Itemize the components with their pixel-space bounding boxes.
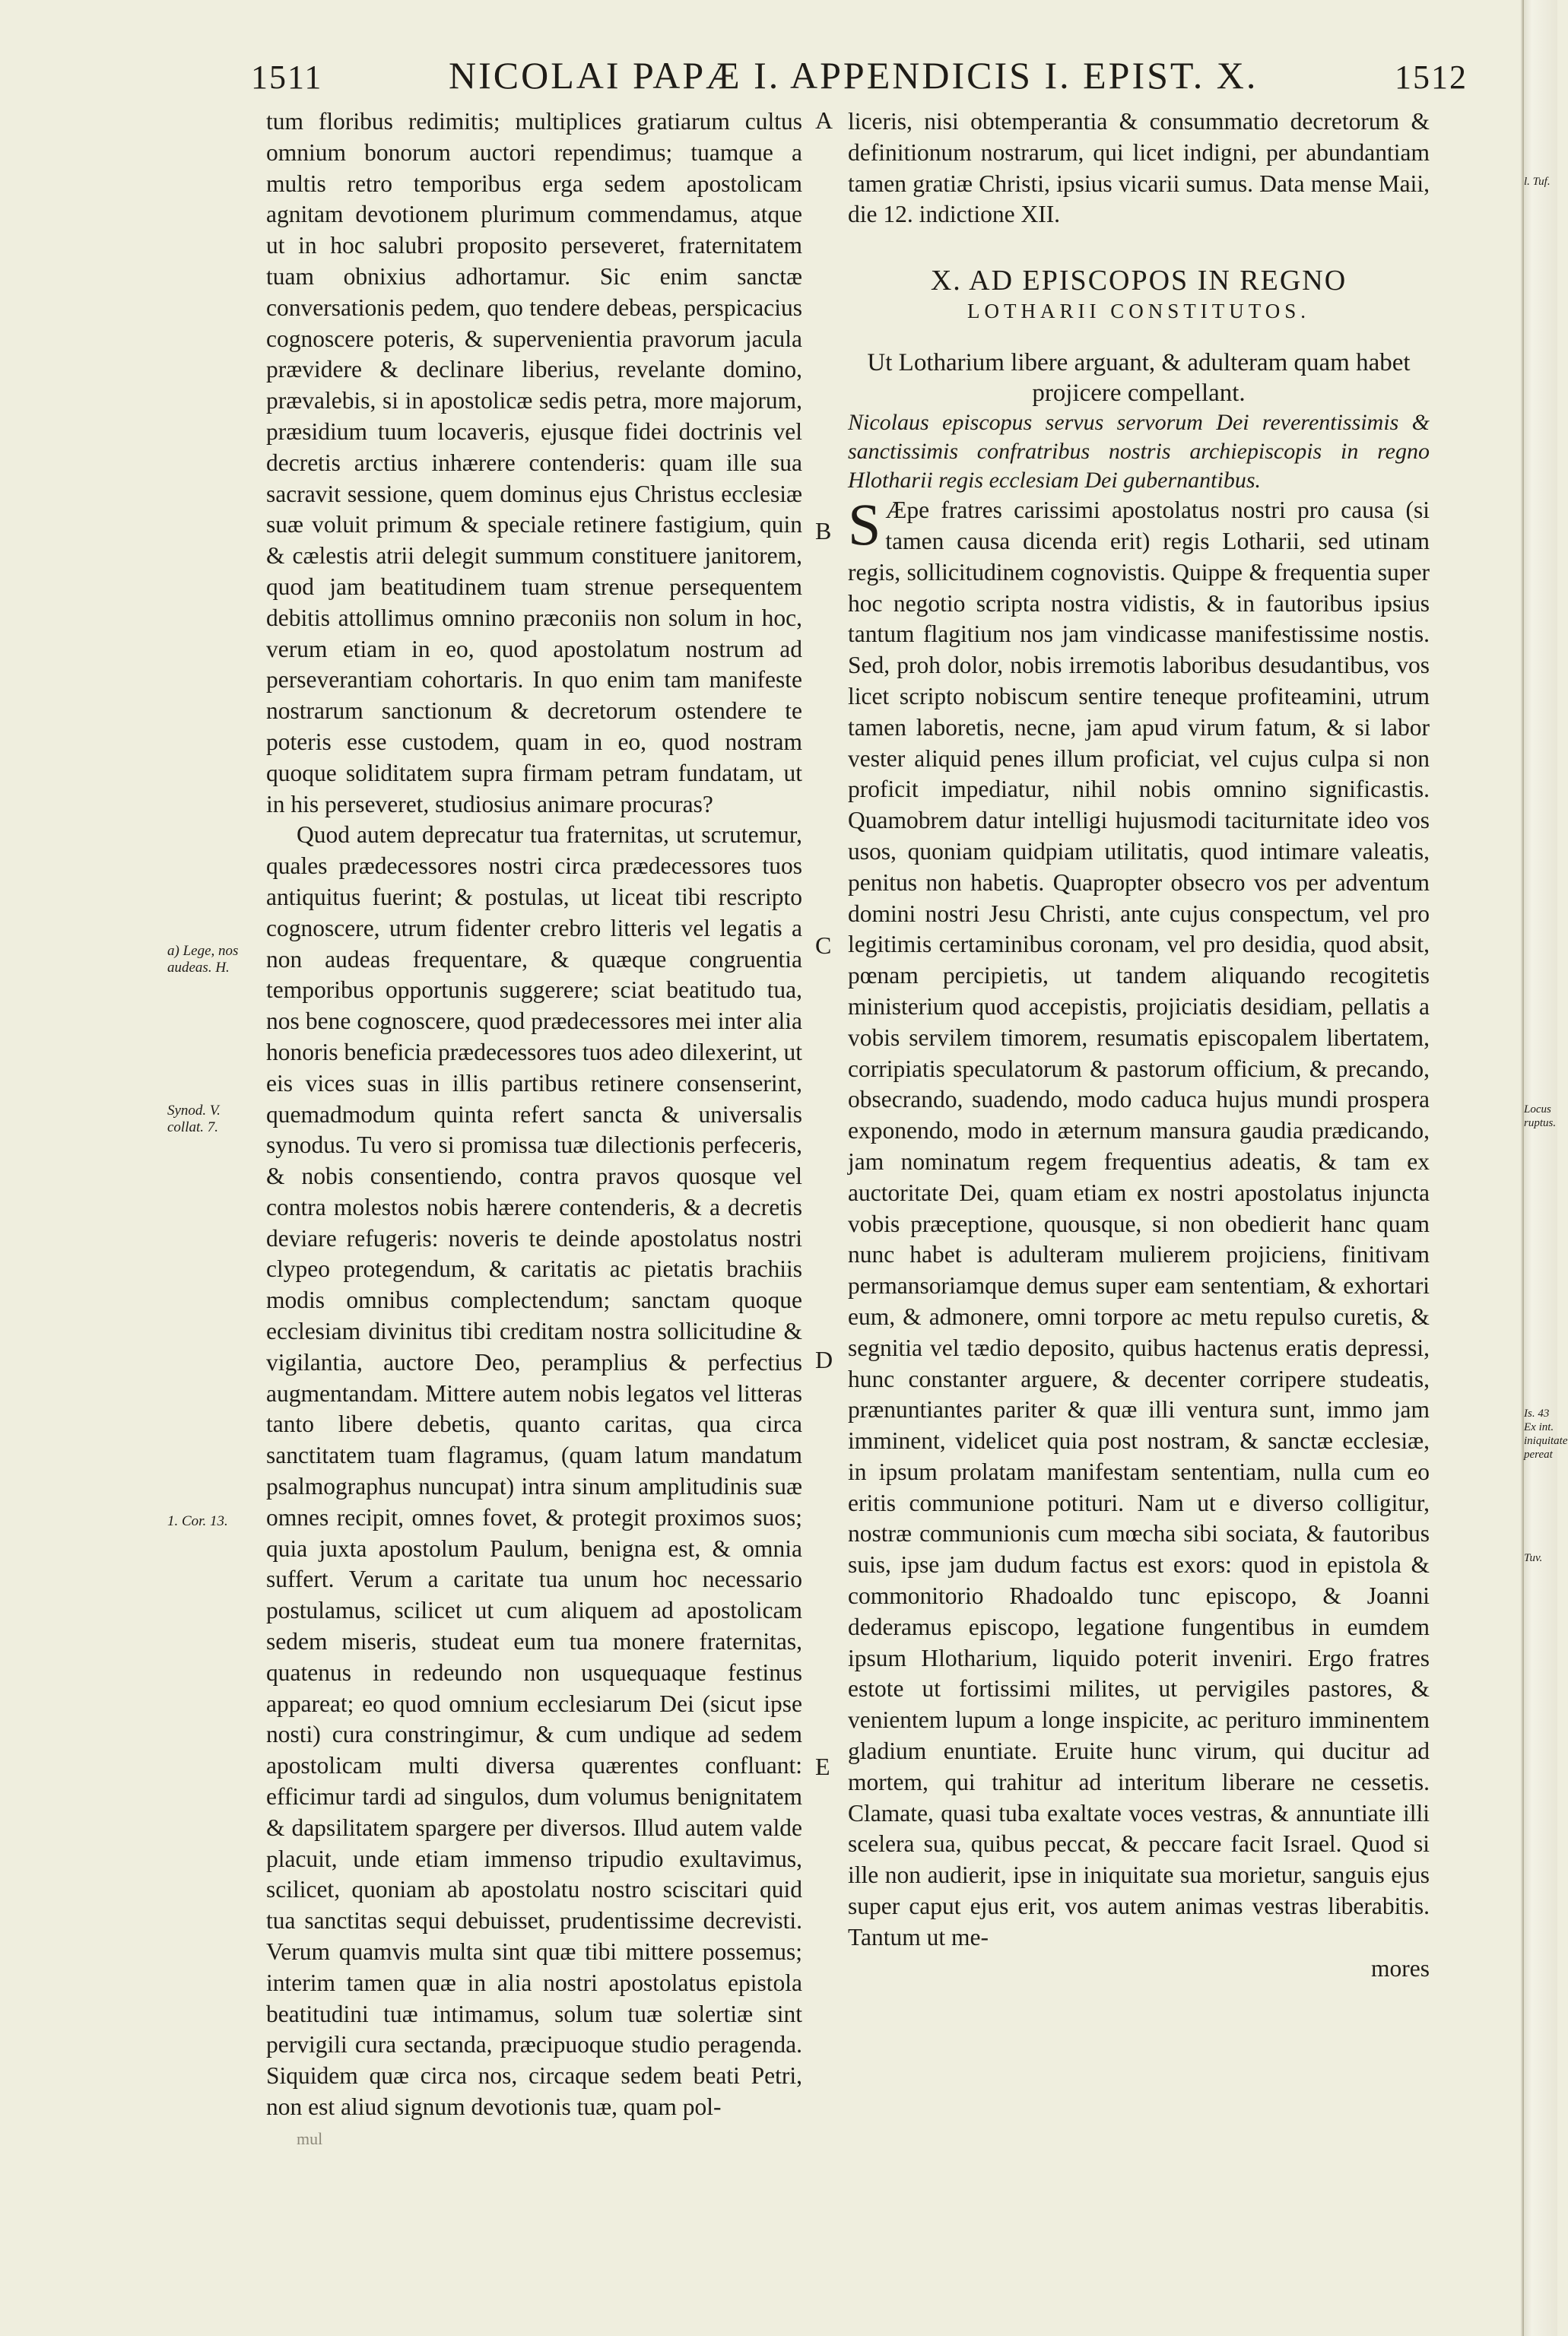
left-column (266, 106, 802, 2123)
edge-fragment: Tuv. (1524, 1552, 1543, 1564)
margin-letter-d: D (815, 1346, 833, 1373)
margin-letter-c: C (815, 932, 832, 959)
margin-letter-b: B (815, 517, 832, 544)
letter-summary: Ut Lotharium libere arguant, & adulteram quam habet projicere compellant. (867, 349, 1411, 408)
page-number-left: 1511 (251, 59, 323, 96)
margin-note: a) Lege, nos audeas. H. (167, 943, 239, 976)
letter-salutation: Nicolaus episcopus servus servorum Dei reverentissimis & sanctissimis confratribus nostris archiepiscopis in regno Hlotharii regis ecclesiam Dei gubernantibus. (848, 410, 1430, 494)
edge-fragment: Is. 43 Ex int. iniquitate pereat (1524, 1408, 1568, 1461)
margin-letter-e: E (815, 1753, 830, 1780)
edge-fragment: l. Tuf. (1524, 176, 1551, 188)
edge-fragment: Locus ruptus. (1524, 1103, 1557, 1129)
right-column (848, 106, 1430, 1984)
letter-body (848, 491, 1430, 1953)
drop-cap: S (848, 491, 881, 558)
left-paragraph-1: tum floribus redimitis; multiplices gratiarum cultus omnium bonorum auctori rependimus; tuamque a multis retro temporibus erga sedem apostolicam agnitam devotionem plurimum commendamus, atque ut in hoc salubri proposito perseveret, fraternitatem tuam obnixius adhortamur. Sic enim sanctæ conversationis pedem, quo tendere debeas, perspicacius cognoscere poteris, & supervenientia pravorum jacula prævidere & declinare liberius, revelante domino, prævalebis, si in apostolicæ sedis petra, more majorum, præsidium tuum locaveris, ejusque fidei doctrinis vel decretis arctius inhærere contenderis: quam ille sua sacravit sessione, quem dominus ejus Christus ecclesiæ suæ voluit primum & speciale retinere fastigium, quin & cælestis atrii delegit summum constituere janitorem, quod jam beatitudinem tuam strenue persequentem debitis attollimus omnino præconiis non solum in hoc, verum etiam in eo, quod apostolatum nostrum ad perseverantiam cohortaris. In quo enim tam manifeste nostrarum sanctionum & decretorum ostendere te poteris esse custodem, quam in eo, quod nostram quoque soliditatem supra firmam petram fundatam, ut in his perseveret, studiosius animare procuras? (266, 108, 802, 817)
left-paragraph-2: Quod autem deprecatur tua fraternitas, ut scrutemur, quales prædecessores nostri circa prædecessores tuos antiquitus fuerint; & postulas, ut liceat tibi rescripto cognoscere, utrum fidenter crebro litteris vel legatis a non audeas frequentare, & quæque congruentia temporibus opportunis suggerere; sciat beatitudo tua, nos bene cognoscere, quod prædecessores mei inter alia honoris beneficia prædecessores tuos adeo dilexerint, ut eis vices suas in illis partibus retinere consenserint, quemadmodum quinta refert sancta & universalis synodus. Tu vero si promissa tuæ dilectionis perfeceris, & nobis consentiendo, contra pravos quosque vel contra molestos nobis hærere contenderis, & a decretis deviare refugeris: noveris te deinde apostolatus nostri clypeo protegendum, & caritatis ac pietatis brachiis modis omnibus complectendum; sanctam quoque ecclesiam divinitus tibi creditam nostra sollicitudine & vigilantia, auctore Deo, peramplius & perfectius augmentandam. Mittere autem nobis legatos vel litteras tanto libere debetis, quanto caritas, qua circa sanctitatem tuam flagramus, (quam latum mandatum psalmographus nuncupat) intra sinum amplitudinis suæ omnes recipit, omnes fovet, & protegit proximos suos; quia juxta apostolum Paulum, benigna est, & omnia suffert. Verum a caritate tua unum hoc necessario postulamus, scilicet ut cum aliquem ad apostolicam sedem miseris, studeat eum tua monere fraternitas, quatenus in redeundo non usquequaque festinus appareat; eo quod omnium ecclesiarum Dei (sicut ipse nosti) cura constringimur, & cum undique ad sedem apostolicam multi diversa quærentes confluant: efficimur tardi ad singulos, dum volumus benignitatem & dapsilitatem spargere per diversos. Illud autem valde placuit, unde etiam immenso tripudio exultavimus, scilicet, quoniam ab apostolatu nostro sciscitari quid tua sanctitas sequi debuisset, prudentissime decrevisti. Verum quamvis multa sint quæ tibi mittere possemus; interim tamen quæ in alia nostri apostolatus epistola beatitudini tuæ intimamus, solum tuæ solertiæ sint pervigili cura sectanda, præcipuoque studio peragenda. Siquidem quæ circa nos, circaque sedem beati Petri, non est aliud signum devotionis tuæ, quam pol- (266, 821, 802, 2120)
right-paragraph-1: liceris, nisi obtemperantia & consummatio decretorum & definitionum nostrarum, qui licet indigni, per abundantiam tamen gratiæ Christi, ipsius vicarii sumus. Data mense Maii, die 12. indictione XII. (848, 108, 1430, 228)
section-subtitle: LOTHARII CONSTITUTOS. (967, 300, 1310, 323)
page-number-right: 1512 (1395, 59, 1468, 96)
catchword: mores (1371, 1954, 1430, 1982)
margin-note: 1. Cor. 13. (167, 1513, 228, 1529)
running-header (251, 53, 1468, 106)
letter-body-text: Æpe fratres carissimi apostolatus nostri pro causa (si tamen causa dicenda erit) regis Lotharii, sed utinam regis, sollicitudinem cognovistis. Quippe & frequentia super hoc negotio scripta nostra vidistis, & in fautoribus ipsius tantum flagitium nos jam vindicasse manifestissime nostis. Sed, proh dolor, nobis irremotis laboribus desudantibus, vos licet scripto nobiscum sentire teneque profiteamini, utrum tamen laboretis, necne, jam apud virum fatum, & si labor vester aliquid penes illum proficiat, vel cujus culpa si non proficit impediatur, nihil nobis omnino significastis. Quamobrem datur intelligi hujusmodi taciturnitate ideo vos usos, quoniam quidpiam utilitatis, quod intimare valeatis, penitus non habetis. Quapropter obsecro vos per adventum domini nostri Jesu Christi, ante cujus conspectum, vel pro legitimis certaminibus coronam, vel pro desidia, quod absit, pœnam percipietis, ut tandem aliquando recogitetis ministerium quod accepistis, projiciatis desidiam, pellatis a vobis servilem timorem, resumatis episcopalem libertatem, corripiatis speculatorum & pastorum officium, & precando, obsecrando, suadendo, modo caduca hujus mundi prospera exponendo, modo in æternum mansura gaudia prædicando, jam nominatum regem frequentius adeatis, & tam ex auctoritate Dei, quam etiam ex nostri apostolatus injuncta vobis præceptione, quousque, si non obedierit hanc quam nunc habet is adulteram mulierem projiciens, finitivam permansoriamque demus super eam sententiam, & exhortari eum, & admonere, omni torpore ac metu repulso curetis, & segnitia vel tædio deposito, quibus hactenus eratis depressi, hunc constanter arguere, & decenter corripere studeatis, prænuntiantes pariter & quæ illi ventura sunt, immo jam imminent, videlicet quia post nostram, & sanctæ ecclesiæ, in ipsum prolatam manifestam sententiam, nulla cum eo eritis communione potituri. Nam ut e diverso colligitur, nostræ communionis cum mœcha sibi sociata, & fautoribus suis, ipse jam dudum factus est exors: quod in epistola & commonitorio Rhadoaldo tunc episcopo, & Joanni dederamus episcopo, legatione fungentibus in eumdem ipsum Hlotharium, liquido poterit inveniri. Ergo fratres estote ut fortissimi milites, ut pervigiles pastores, & venientem lupum a longe inspicite, ac perituro imminentem gladium enuntiate. Eruite hunc virum, qui ducitur ad mortem, qui trahitur ad interitum liberare ne cessetis. Clamate, quasi tuba exaltate voces vestras, & annuntiate illi scelera sua, quibus peccat, & peccare facit Israel. Quod si ille non audierit, ipse in iniquitate sua morietur, sanguis ejus super caput ejus erit, vos autem animas vestras liberabitis. Tantum ut me- (848, 497, 1430, 1950)
margin-letter-a: A (815, 106, 833, 134)
section-title: X. AD EPISCOPOS IN REGNO (930, 265, 1347, 297)
margin-note: Synod. V. collat. 7. (167, 1103, 221, 1135)
running-title: NICOLAI PAPÆ I. APPENDICIS I. EPIST. X. (449, 54, 1259, 97)
page-edge (1521, 0, 1568, 2336)
page-fold-line (1522, 0, 1524, 2336)
footer-smudge: mul (297, 2129, 323, 2148)
